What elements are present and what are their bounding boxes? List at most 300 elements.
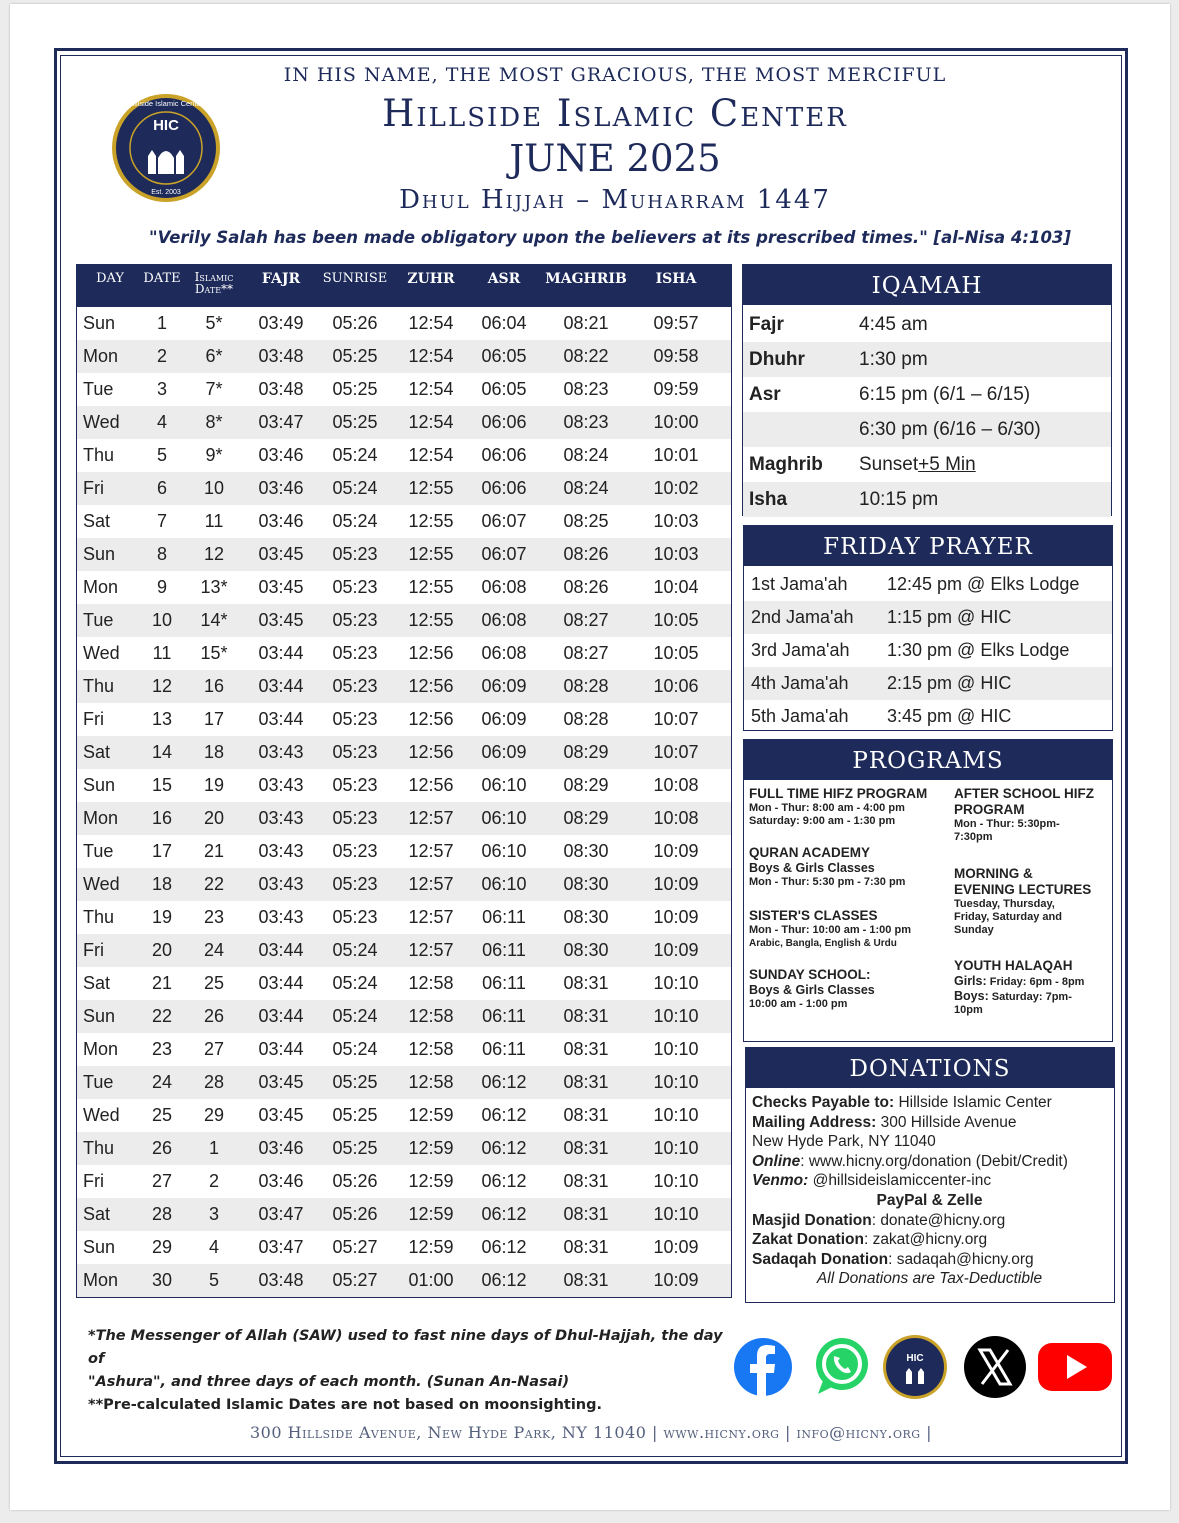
table-cell: 06:12 — [481, 1204, 527, 1224]
table-cell: 06:10 — [481, 841, 527, 861]
table-cell: 13* — [200, 577, 228, 597]
table-cell: 18 — [203, 742, 225, 762]
hic-logo-icon[interactable] — [882, 1334, 948, 1400]
table-cell: 06:09 — [481, 742, 527, 762]
table-cell: 03:47 — [258, 1204, 304, 1224]
table-cell: 08:27 — [563, 610, 609, 630]
table-cell: 08:31 — [563, 1237, 609, 1257]
table-cell: 05:23 — [332, 742, 378, 762]
table-cell: 19 — [151, 907, 173, 927]
table-cell: 05:25 — [332, 1105, 378, 1125]
table-cell: 05:23 — [332, 643, 378, 663]
table-cell: 10:03 — [653, 511, 699, 531]
iqamah-row: Asr 6:15 pm (6/1 – 6/15) — [749, 383, 1031, 405]
table-cell: 12:58 — [408, 1006, 454, 1026]
x-icon[interactable] — [962, 1334, 1028, 1400]
table-cell: 7 — [156, 511, 167, 531]
table-cell: 08:31 — [563, 1105, 609, 1125]
table-cell: 05:25 — [332, 1072, 378, 1092]
table-cell: 21 — [151, 973, 173, 993]
table-cell: 06:08 — [481, 577, 527, 597]
month-title: JUNE 2025 — [509, 137, 721, 180]
table-cell: 25 — [151, 1105, 173, 1125]
table-cell: 03:46 — [258, 1171, 304, 1191]
table-cell: Fri — [83, 940, 104, 960]
table-cell: 08:27 — [563, 643, 609, 663]
donation-link[interactable]: : www.hicny.org/donation (Debit/Credit) — [800, 1152, 1068, 1170]
col-date: DATE — [143, 271, 181, 286]
table-cell: 1 — [156, 313, 167, 333]
table-row — [77, 1231, 731, 1264]
table-cell: 10:09 — [653, 841, 699, 861]
table-cell: 17 — [151, 841, 173, 861]
table-cell: 08:31 — [563, 1270, 609, 1290]
table-cell: Wed — [83, 874, 120, 894]
table-cell: 10 — [151, 610, 173, 630]
program-sisters-classes: SISTER'S CLASSES Mon - Thur: 10:00 am - 1:00 pm Arabic, Bangla, English & Urdu — [749, 908, 911, 949]
table-cell: 08:21 — [563, 313, 609, 333]
table-cell: 12:55 — [408, 511, 454, 531]
table-cell: Thu — [83, 445, 115, 465]
table-cell: 05:23 — [332, 676, 378, 696]
table-cell: 08:29 — [563, 775, 609, 795]
table-cell: 10:10 — [653, 1105, 699, 1125]
table-cell: 05:27 — [332, 1270, 378, 1290]
header-basmala: IN HIS NAME, THE MOST GRACIOUS, THE MOST MERCIFUL — [283, 64, 947, 86]
table-cell: 6 — [156, 478, 167, 498]
table-row — [77, 967, 731, 1000]
table-cell: 03:45 — [258, 1072, 304, 1092]
table-cell: 16 — [151, 808, 173, 828]
table-row — [77, 802, 731, 835]
table-cell: 05:24 — [332, 511, 378, 531]
table-cell: 08:29 — [563, 808, 609, 828]
table-cell: Sat — [83, 742, 111, 762]
program-lectures: MORNING & EVENING LECTURES Tuesday, Thursday, Friday, Saturday and Sunday — [954, 866, 1092, 936]
table-cell: 14 — [151, 742, 173, 762]
table-cell: 12:59 — [408, 1171, 454, 1191]
table-cell: 05:26 — [332, 1204, 378, 1224]
table-cell: 06:12 — [481, 1237, 527, 1257]
table-cell: 06:11 — [482, 973, 526, 993]
table-cell: 10:10 — [653, 1006, 699, 1026]
table-cell: 05:27 — [332, 1237, 378, 1257]
table-cell: Tue — [83, 841, 114, 861]
table-cell: 05:23 — [332, 709, 378, 729]
table-cell: 03:43 — [258, 808, 304, 828]
table-cell: 2 — [208, 1171, 219, 1191]
table-row — [77, 571, 731, 604]
table-cell: 10:08 — [653, 775, 699, 795]
table-cell: 12 — [151, 676, 173, 696]
table-cell: Fri — [83, 478, 104, 498]
table-cell: 05:24 — [332, 1006, 378, 1026]
table-cell: 05:26 — [332, 313, 378, 333]
table-row — [77, 406, 731, 439]
table-cell: Sat — [83, 511, 111, 531]
table-cell: 9* — [205, 445, 223, 465]
table-cell: 08:23 — [563, 379, 609, 399]
table-cell: 18 — [151, 874, 173, 894]
table-cell: 3 — [156, 379, 167, 399]
table-cell: 20 — [151, 940, 173, 960]
hijri-title: Dhul Hijjah – Muharram 1447 — [399, 185, 831, 215]
table-cell: Sun — [83, 544, 116, 564]
table-cell: 24 — [203, 940, 225, 960]
table-cell: 29 — [151, 1237, 173, 1257]
table-cell: 05:23 — [332, 775, 378, 795]
table-cell: 06:05 — [481, 346, 527, 366]
table-cell: Wed — [83, 412, 120, 432]
table-cell: 08:24 — [563, 445, 609, 465]
table-cell: Tue — [83, 610, 114, 630]
table-cell: 08:22 — [563, 346, 609, 366]
table-cell: Wed — [83, 643, 120, 663]
program-quran-academy: QURAN ACADEMY Boys & Girls Classes Mon - Thur: 5:30 pm - 7:30 pm — [749, 845, 906, 888]
table-cell: Sun — [83, 313, 116, 333]
table-cell: 08:26 — [563, 577, 609, 597]
table-cell: 15* — [200, 643, 228, 663]
table-cell: 12:59 — [408, 1105, 454, 1125]
table-cell: 06:11 — [482, 1039, 526, 1059]
table-cell: 10:07 — [653, 709, 699, 729]
table-row — [77, 472, 731, 505]
table-cell: 03:44 — [258, 676, 304, 696]
footer-address: 300 Hillside Avenue, New Hyde Park, NY 11040 | www.hicny.org | info@hicny.org | — [249, 1423, 933, 1442]
logo-est: Est. 2003 — [151, 189, 181, 196]
table-cell: 25 — [203, 973, 225, 993]
table-cell: 06:07 — [481, 511, 527, 531]
table-cell: 10:00 — [653, 412, 699, 432]
table-cell: 11 — [152, 643, 172, 663]
friday-row: 5th Jama'ah 3:45 pm @ HIC — [751, 706, 1012, 726]
table-cell: 05:25 — [332, 1138, 378, 1158]
table-cell: 12:59 — [408, 1237, 454, 1257]
table-header — [77, 265, 731, 307]
table-cell: 03:43 — [258, 874, 304, 894]
table-cell: Thu — [83, 1138, 115, 1158]
table-cell: Sat — [83, 1204, 111, 1224]
table-cell: 03:43 — [258, 841, 304, 861]
table-cell: 15 — [151, 775, 173, 795]
table-cell: 06:11 — [482, 1006, 526, 1026]
table-row — [77, 769, 731, 802]
table-cell: 10 — [203, 478, 225, 498]
iqamah-row: Maghrib Sunset +5 Min — [749, 453, 976, 475]
table-row — [77, 307, 731, 340]
table-cell: 08:31 — [563, 1138, 609, 1158]
table-cell: 08:28 — [563, 676, 609, 696]
table-cell: 06:10 — [481, 874, 527, 894]
table-cell: 23 — [151, 1039, 173, 1059]
table-cell: 08:31 — [563, 1039, 609, 1059]
table-cell: 12:57 — [408, 841, 454, 861]
table-cell: 08:31 — [563, 973, 609, 993]
table-cell: 12:59 — [408, 1204, 454, 1224]
table-cell: 4 — [156, 412, 167, 432]
table-cell: 10:09 — [653, 940, 699, 960]
table-cell: Thu — [83, 907, 115, 927]
table-cell: 06:10 — [481, 775, 527, 795]
table-cell: 4 — [208, 1237, 219, 1257]
table-row — [77, 637, 731, 670]
table-cell: 09:59 — [653, 379, 699, 399]
table-cell: 03:45 — [258, 544, 304, 564]
table-cell: 12:54 — [408, 412, 454, 432]
program-after-school-hifz: AFTER SCHOOL HIFZ PROGRAM Mon - Thur: 5:30pm- 7:30pm — [954, 786, 1094, 843]
table-cell: Mon — [83, 1270, 119, 1290]
table-row — [77, 340, 731, 373]
table-cell: 06:05 — [481, 379, 527, 399]
table-cell: 14* — [200, 610, 228, 630]
table-body — [77, 307, 731, 1297]
table-cell: 08:28 — [563, 709, 609, 729]
table-cell: 03:45 — [258, 610, 304, 630]
table-cell: 08:30 — [563, 874, 609, 894]
table-cell: 05:24 — [332, 445, 378, 465]
table-cell: 12:55 — [408, 478, 454, 498]
table-row — [77, 1099, 731, 1132]
table-cell: 03:46 — [258, 445, 304, 465]
table-cell: 03:46 — [258, 511, 304, 531]
table-cell: 03:44 — [258, 1006, 304, 1026]
table-cell: 05:23 — [332, 841, 378, 861]
table-cell: 10:09 — [653, 907, 699, 927]
table-cell: 12:57 — [408, 808, 454, 828]
table-row — [77, 1198, 731, 1231]
table-row — [77, 439, 731, 472]
table-cell: 22 — [151, 1006, 173, 1026]
table-cell: 10:06 — [653, 676, 699, 696]
table-cell: 10:02 — [653, 478, 699, 498]
table-cell: 12:54 — [408, 379, 454, 399]
table-cell: 06:10 — [481, 808, 527, 828]
table-cell: 05:25 — [332, 379, 378, 399]
table-cell: 10:10 — [653, 1204, 699, 1224]
table-cell: 12:56 — [408, 676, 454, 696]
table-cell: 10:09 — [653, 874, 699, 894]
friday-title: FRIDAY PRAYER — [744, 526, 1112, 566]
table-cell: 03:48 — [258, 1270, 304, 1290]
table-cell: 03:47 — [258, 412, 304, 432]
table-cell: 19 — [203, 775, 225, 795]
table-cell: 06:11 — [482, 940, 526, 960]
table-cell: 03:44 — [258, 1039, 304, 1059]
prayer-times-table — [76, 264, 732, 1298]
facebook-icon[interactable] — [730, 1334, 796, 1400]
table-cell: 03:43 — [258, 907, 304, 927]
table-cell: 30 — [151, 1270, 173, 1290]
table-cell: 09:58 — [653, 346, 699, 366]
table-cell: 5 — [156, 445, 167, 465]
table-row — [77, 1066, 731, 1099]
table-row — [77, 505, 731, 538]
table-cell: 08:30 — [563, 907, 609, 927]
table-cell: 12:56 — [408, 775, 454, 795]
table-cell: 10:04 — [653, 577, 699, 597]
table-cell: 05:23 — [332, 874, 378, 894]
whatsapp-icon[interactable] — [808, 1334, 874, 1400]
friday-row: 3rd Jama'ah 1:30 pm @ Elks Lodge — [751, 640, 1070, 660]
table-cell: Thu — [83, 676, 115, 696]
table-cell: 08:24 — [563, 478, 609, 498]
table-cell: 05:24 — [332, 973, 378, 993]
col-asr: ASR — [487, 271, 521, 287]
col-day: DAY — [96, 271, 124, 286]
iqamah-row: Dhuhr 1:30 pm — [743, 342, 1111, 377]
table-cell: 03:44 — [258, 709, 304, 729]
table-cell: 10:10 — [653, 1039, 699, 1059]
table-cell: 08:31 — [563, 1006, 609, 1026]
table-row — [77, 934, 731, 967]
table-cell: 12:59 — [408, 1138, 454, 1158]
table-row — [77, 1033, 731, 1066]
logo-top-text: Hillside Islamic Center — [128, 99, 204, 108]
table-cell: 03:43 — [258, 775, 304, 795]
table-cell: 8* — [205, 412, 223, 432]
svg-text:HIC: HIC — [906, 1353, 924, 1364]
table-cell: 08:26 — [563, 544, 609, 564]
friday-prayer-box — [743, 525, 1113, 731]
table-cell: Fri — [83, 1171, 104, 1191]
table-cell: 9 — [156, 577, 167, 597]
table-row — [77, 703, 731, 736]
table-cell: 12 — [203, 544, 225, 564]
table-cell: 03:44 — [258, 973, 304, 993]
table-cell: 06:12 — [481, 1105, 527, 1125]
table-cell: 10:10 — [653, 1072, 699, 1092]
table-cell: 06:12 — [481, 1270, 527, 1290]
table-row — [77, 670, 731, 703]
col-sunrise: SUNRISE — [322, 271, 388, 286]
table-cell: 03:46 — [258, 1138, 304, 1158]
table-cell: 12:58 — [408, 1039, 454, 1059]
hic-logo — [104, 92, 228, 204]
table-cell: 10:10 — [653, 1138, 699, 1158]
table-cell: 10:09 — [653, 1270, 699, 1290]
table-cell: Sun — [83, 1237, 116, 1257]
table-cell: 12:58 — [408, 1072, 454, 1092]
page-title: Hillside Islamic Center — [382, 92, 848, 135]
table-cell: 16 — [203, 676, 225, 696]
table-cell: 10:08 — [653, 808, 699, 828]
table-row — [77, 1165, 731, 1198]
table-cell: 06:04 — [481, 313, 527, 333]
table-cell: 21 — [203, 841, 225, 861]
table-cell: 11 — [204, 511, 224, 531]
table-cell: 05:23 — [332, 907, 378, 927]
table-cell: 06:07 — [481, 544, 527, 564]
table-cell: 05:23 — [332, 577, 378, 597]
table-cell: Sun — [83, 1006, 116, 1026]
table-cell: 10:03 — [653, 544, 699, 564]
table-row — [77, 538, 731, 571]
table-cell: 08:23 — [563, 412, 609, 432]
table-cell: 06:12 — [481, 1138, 527, 1158]
table-cell: 10:10 — [653, 973, 699, 993]
table-cell: Tue — [83, 1072, 114, 1092]
table-cell: 12:58 — [408, 973, 454, 993]
table-cell: 06:08 — [481, 643, 527, 663]
table-cell: 05:25 — [332, 412, 378, 432]
table-cell: 8 — [156, 544, 167, 564]
iqamah-box — [742, 264, 1112, 516]
table-cell: 06:12 — [481, 1072, 527, 1092]
table-cell: 12:55 — [408, 610, 454, 630]
table-cell: 2 — [156, 346, 167, 366]
table-cell: Mon — [83, 346, 119, 366]
table-cell: 5* — [205, 313, 223, 333]
friday-row: 4th Jama'ah 2:15 pm @ HIC — [744, 667, 1112, 700]
youtube-icon[interactable] — [1036, 1334, 1114, 1400]
table-cell: 10:05 — [653, 643, 699, 663]
logo-abbr: HIC — [153, 117, 179, 134]
table-cell: 09:57 — [653, 313, 699, 333]
col-islamic-date: Islamic Date** — [194, 270, 234, 296]
table-cell: 03:48 — [258, 379, 304, 399]
table-cell: 06:06 — [481, 478, 527, 498]
table-cell: 05:24 — [332, 1039, 378, 1059]
col-isha: ISHA — [655, 271, 697, 287]
table-cell: Fri — [83, 709, 104, 729]
table-cell: 08:29 — [563, 742, 609, 762]
table-cell: 03:45 — [258, 577, 304, 597]
table-cell: 12:56 — [408, 742, 454, 762]
table-cell: 12:57 — [408, 907, 454, 927]
table-cell: 10:01 — [653, 445, 699, 465]
table-cell: 10:10 — [653, 1171, 699, 1191]
table-cell: 03:44 — [258, 643, 304, 663]
table-cell: Tue — [83, 379, 114, 399]
table-cell: 05:25 — [332, 346, 378, 366]
table-cell: 10:05 — [653, 610, 699, 630]
col-maghrib: MAGHRIB — [545, 271, 627, 287]
table-cell: 08:30 — [563, 841, 609, 861]
table-cell: Mon — [83, 1039, 119, 1059]
table-cell: Wed — [83, 1105, 120, 1125]
table-cell: 08:30 — [563, 940, 609, 960]
table-cell: 3 — [208, 1204, 219, 1224]
table-cell: Mon — [83, 808, 119, 828]
table-cell: 12:54 — [408, 445, 454, 465]
table-cell: 03:45 — [258, 1105, 304, 1125]
col-zuhr: ZUHR — [407, 271, 455, 287]
table-cell: 6* — [205, 346, 223, 366]
program-youth-halaqah: YOUTH HALAQAH Girls: Friday: 6pm - 8pm Boys: Saturday: 7pm- 10pm — [954, 958, 1085, 1016]
table-cell: 01:00 — [408, 1270, 454, 1290]
table-cell: 06:09 — [481, 676, 527, 696]
table-cell: 05:24 — [332, 478, 378, 498]
table-cell: 1 — [208, 1138, 219, 1158]
table-cell: 10:07 — [653, 742, 699, 762]
table-cell: 06:11 — [482, 907, 526, 927]
table-cell: 03:46 — [258, 478, 304, 498]
table-row — [77, 1000, 731, 1033]
donations-details: Checks Payable to: Hillside Islamic Center Mailing Address: 300 Hillside Avenue New Hyde Park, NY 11040 Online: www.hicny.org/donation (Debit/Credit) Venmo: @hillsideislamiccenter-inc PayPal & Zelle Masjid Donation: donate@hicny.org Zakat Donation: zakat@hicny.org Sadaqah Donation: sadaqah@hicny.org All Donations are Tax-Deductible — [752, 1094, 1068, 1288]
table-cell: 17 — [203, 709, 225, 729]
table-cell: 03:43 — [258, 742, 304, 762]
iqamah-title: IQAMAH — [743, 265, 1111, 305]
table-cell: 22 — [203, 874, 225, 894]
table-cell: 20 — [203, 808, 225, 828]
header-quote: "Verily Salah has been made obligatory upon the believers at its prescribed times." [al-Nisa 4:103] — [149, 228, 1071, 247]
table-cell: Sun — [83, 775, 116, 795]
table-row — [77, 604, 731, 637]
friday-row: 1st Jama'ah 12:45 pm @ Elks Lodge — [751, 574, 1080, 594]
table-cell: 06:06 — [481, 445, 527, 465]
table-cell: 28 — [151, 1204, 173, 1224]
table-row — [77, 1264, 731, 1297]
